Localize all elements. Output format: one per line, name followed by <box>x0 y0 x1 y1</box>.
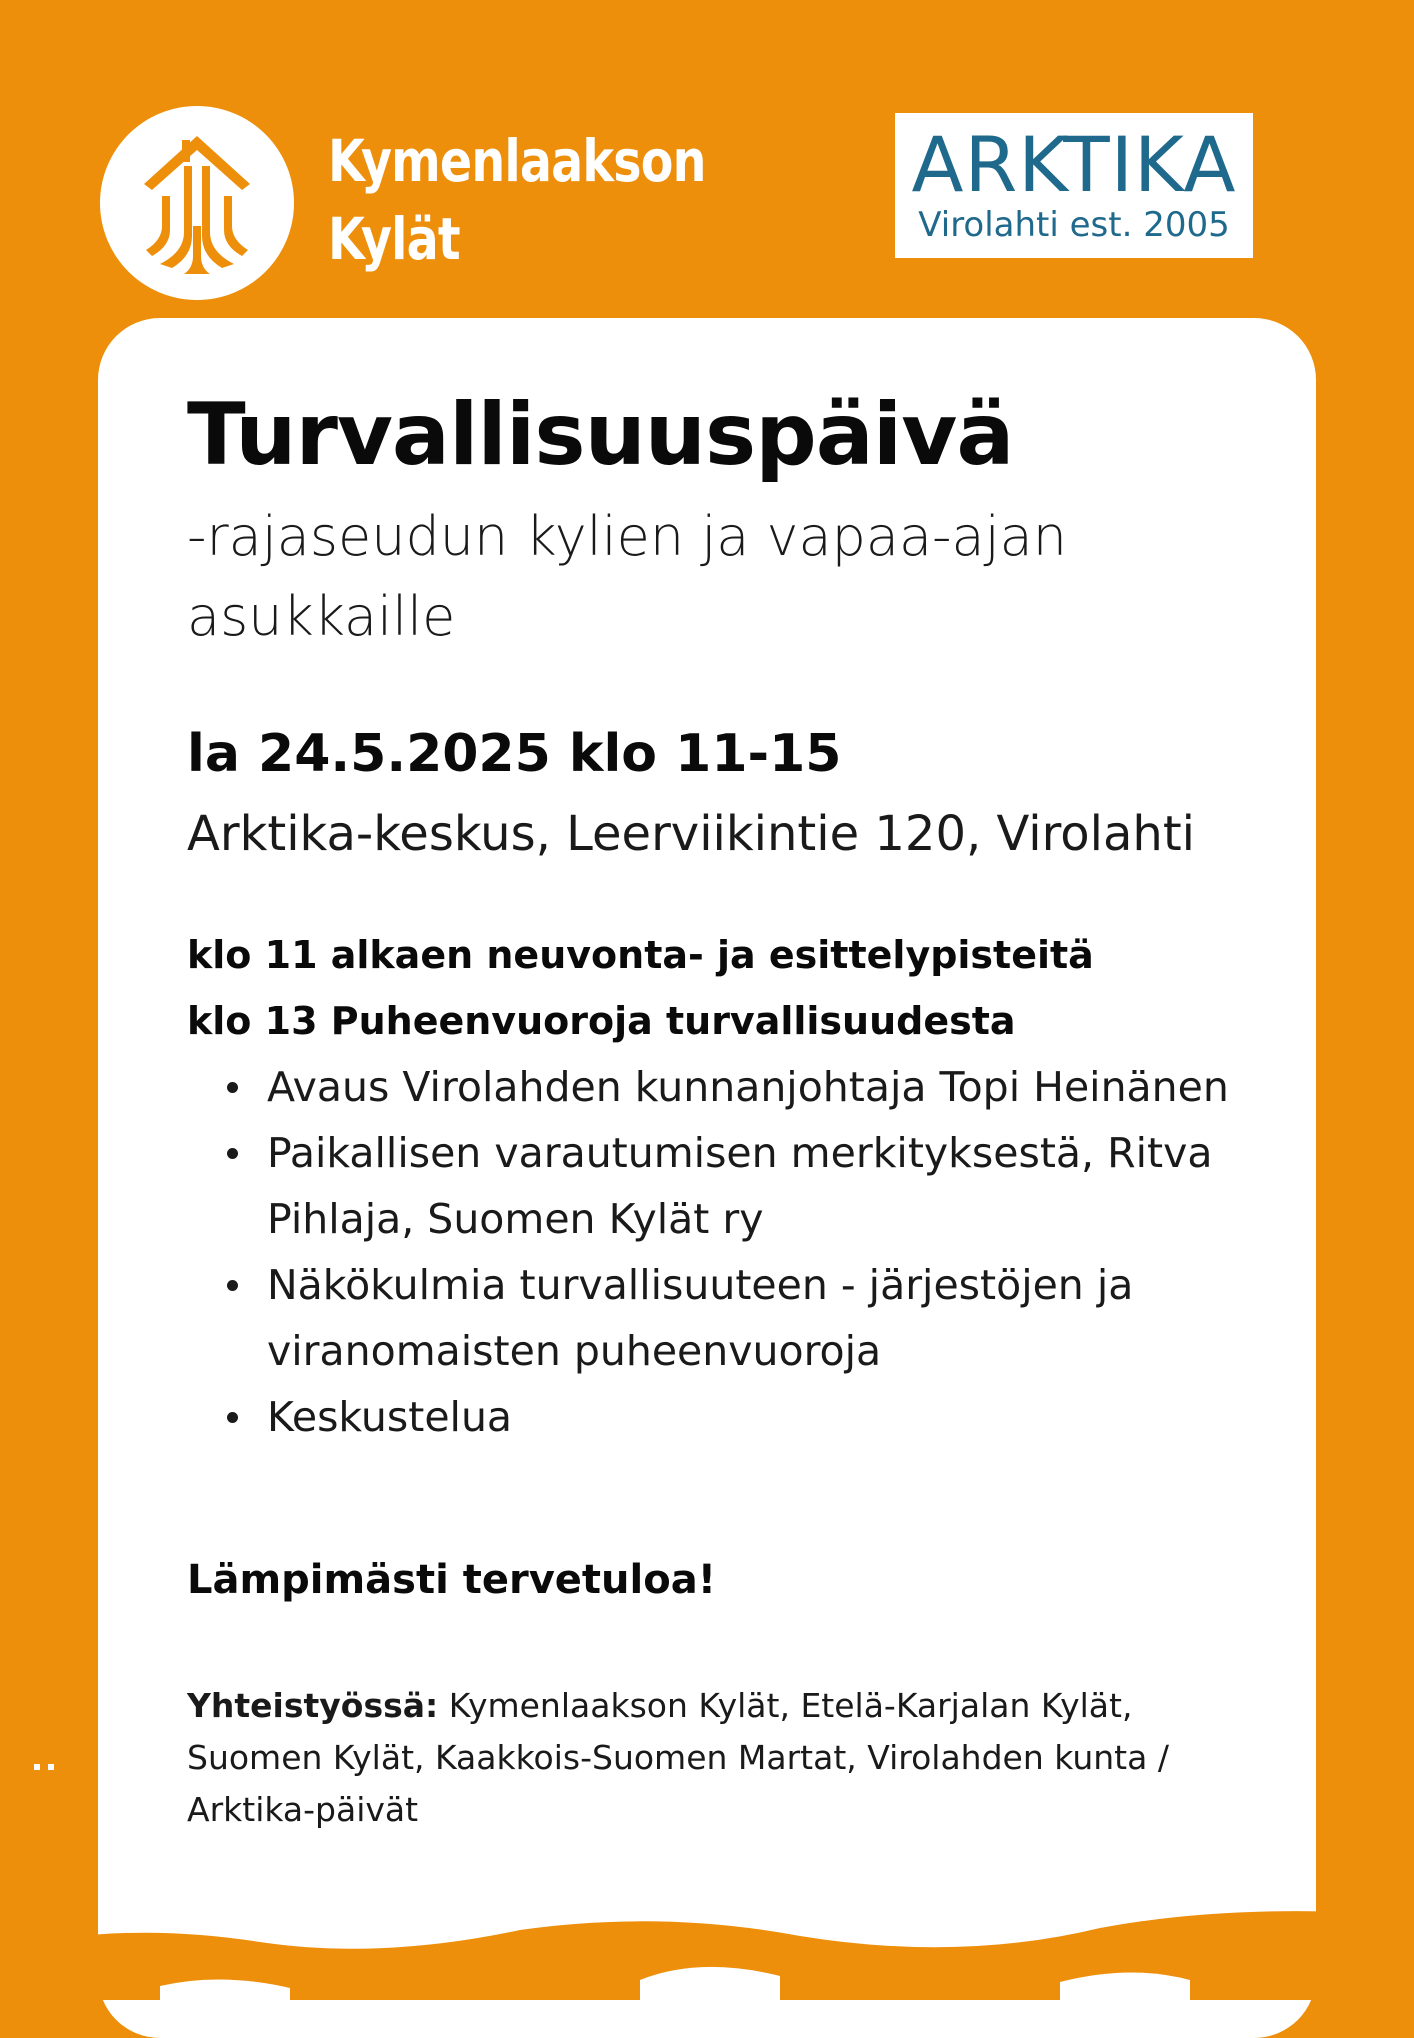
arktika-logo <box>895 113 1253 258</box>
speech-list <box>187 1054 1237 1450</box>
org-name-line2: Kylät <box>328 205 460 273</box>
bullet-icon <box>227 1280 238 1291</box>
cooperation-label: Yhteistyössä: <box>187 1686 439 1725</box>
org-name-line1: Kymenlaakson <box>328 127 706 195</box>
bullet-icon <box>227 1082 238 1093</box>
bullet-icon <box>227 1148 238 1159</box>
event-title: Turvallisuuspäivä <box>187 385 1014 485</box>
event-location: Arktika-keskus, Leerviikintie 120, Virolahti <box>187 806 1195 862</box>
program-item-info-points: klo 11 alkaen neuvonta- ja esittelypisteitä <box>187 933 1094 977</box>
list-item <box>187 1384 1237 1450</box>
arktika-subtitle: Virolahti est. 2005 <box>918 205 1230 245</box>
list-item <box>187 1054 1237 1120</box>
list-item <box>187 1120 1237 1252</box>
arktika-name: ARKTIKA <box>911 120 1237 209</box>
cooperation-partners: Kymenlaakson Kylät, Etelä-Karjalan Kylät, Suomen Kylät, Kaakkois-Suomen Martat, Virolahden kunta / Arktika-päivät <box>187 1686 1169 1829</box>
event-subtitle: -rajaseudun kylien ja vapaa-ajan asukkaille <box>187 505 1067 648</box>
org-name <box>328 122 789 278</box>
list-item-text: Avaus Virolahden kunnanjohtaja Topi Heinänen <box>267 1063 1229 1111</box>
program-item-speeches: klo 13 Puheenvuoroja turvallisuudesta <box>187 999 1016 1043</box>
bullet-icon <box>227 1412 238 1423</box>
event-date-time: la 24.5.2025 klo 11-15 <box>187 724 842 784</box>
list-item-text: Paikallisen varautumisen merkityksestä, Ritva Pihlaja, Suomen Kylät ry <box>267 1129 1213 1243</box>
list-item <box>187 1252 1237 1384</box>
welcome-text: Lämpimästi tervetuloa! <box>187 1557 716 1603</box>
village-tree-house-icon <box>100 106 294 300</box>
kymenlaakson-kylat-logo <box>100 106 294 300</box>
landscape-illustration <box>0 1680 1414 2000</box>
list-item-text: Näkökulmia turvallisuuteen - järjestöjen ja viranomaisten puheenvuoroja <box>267 1261 1134 1375</box>
list-item-text: Keskustelua <box>267 1393 513 1441</box>
